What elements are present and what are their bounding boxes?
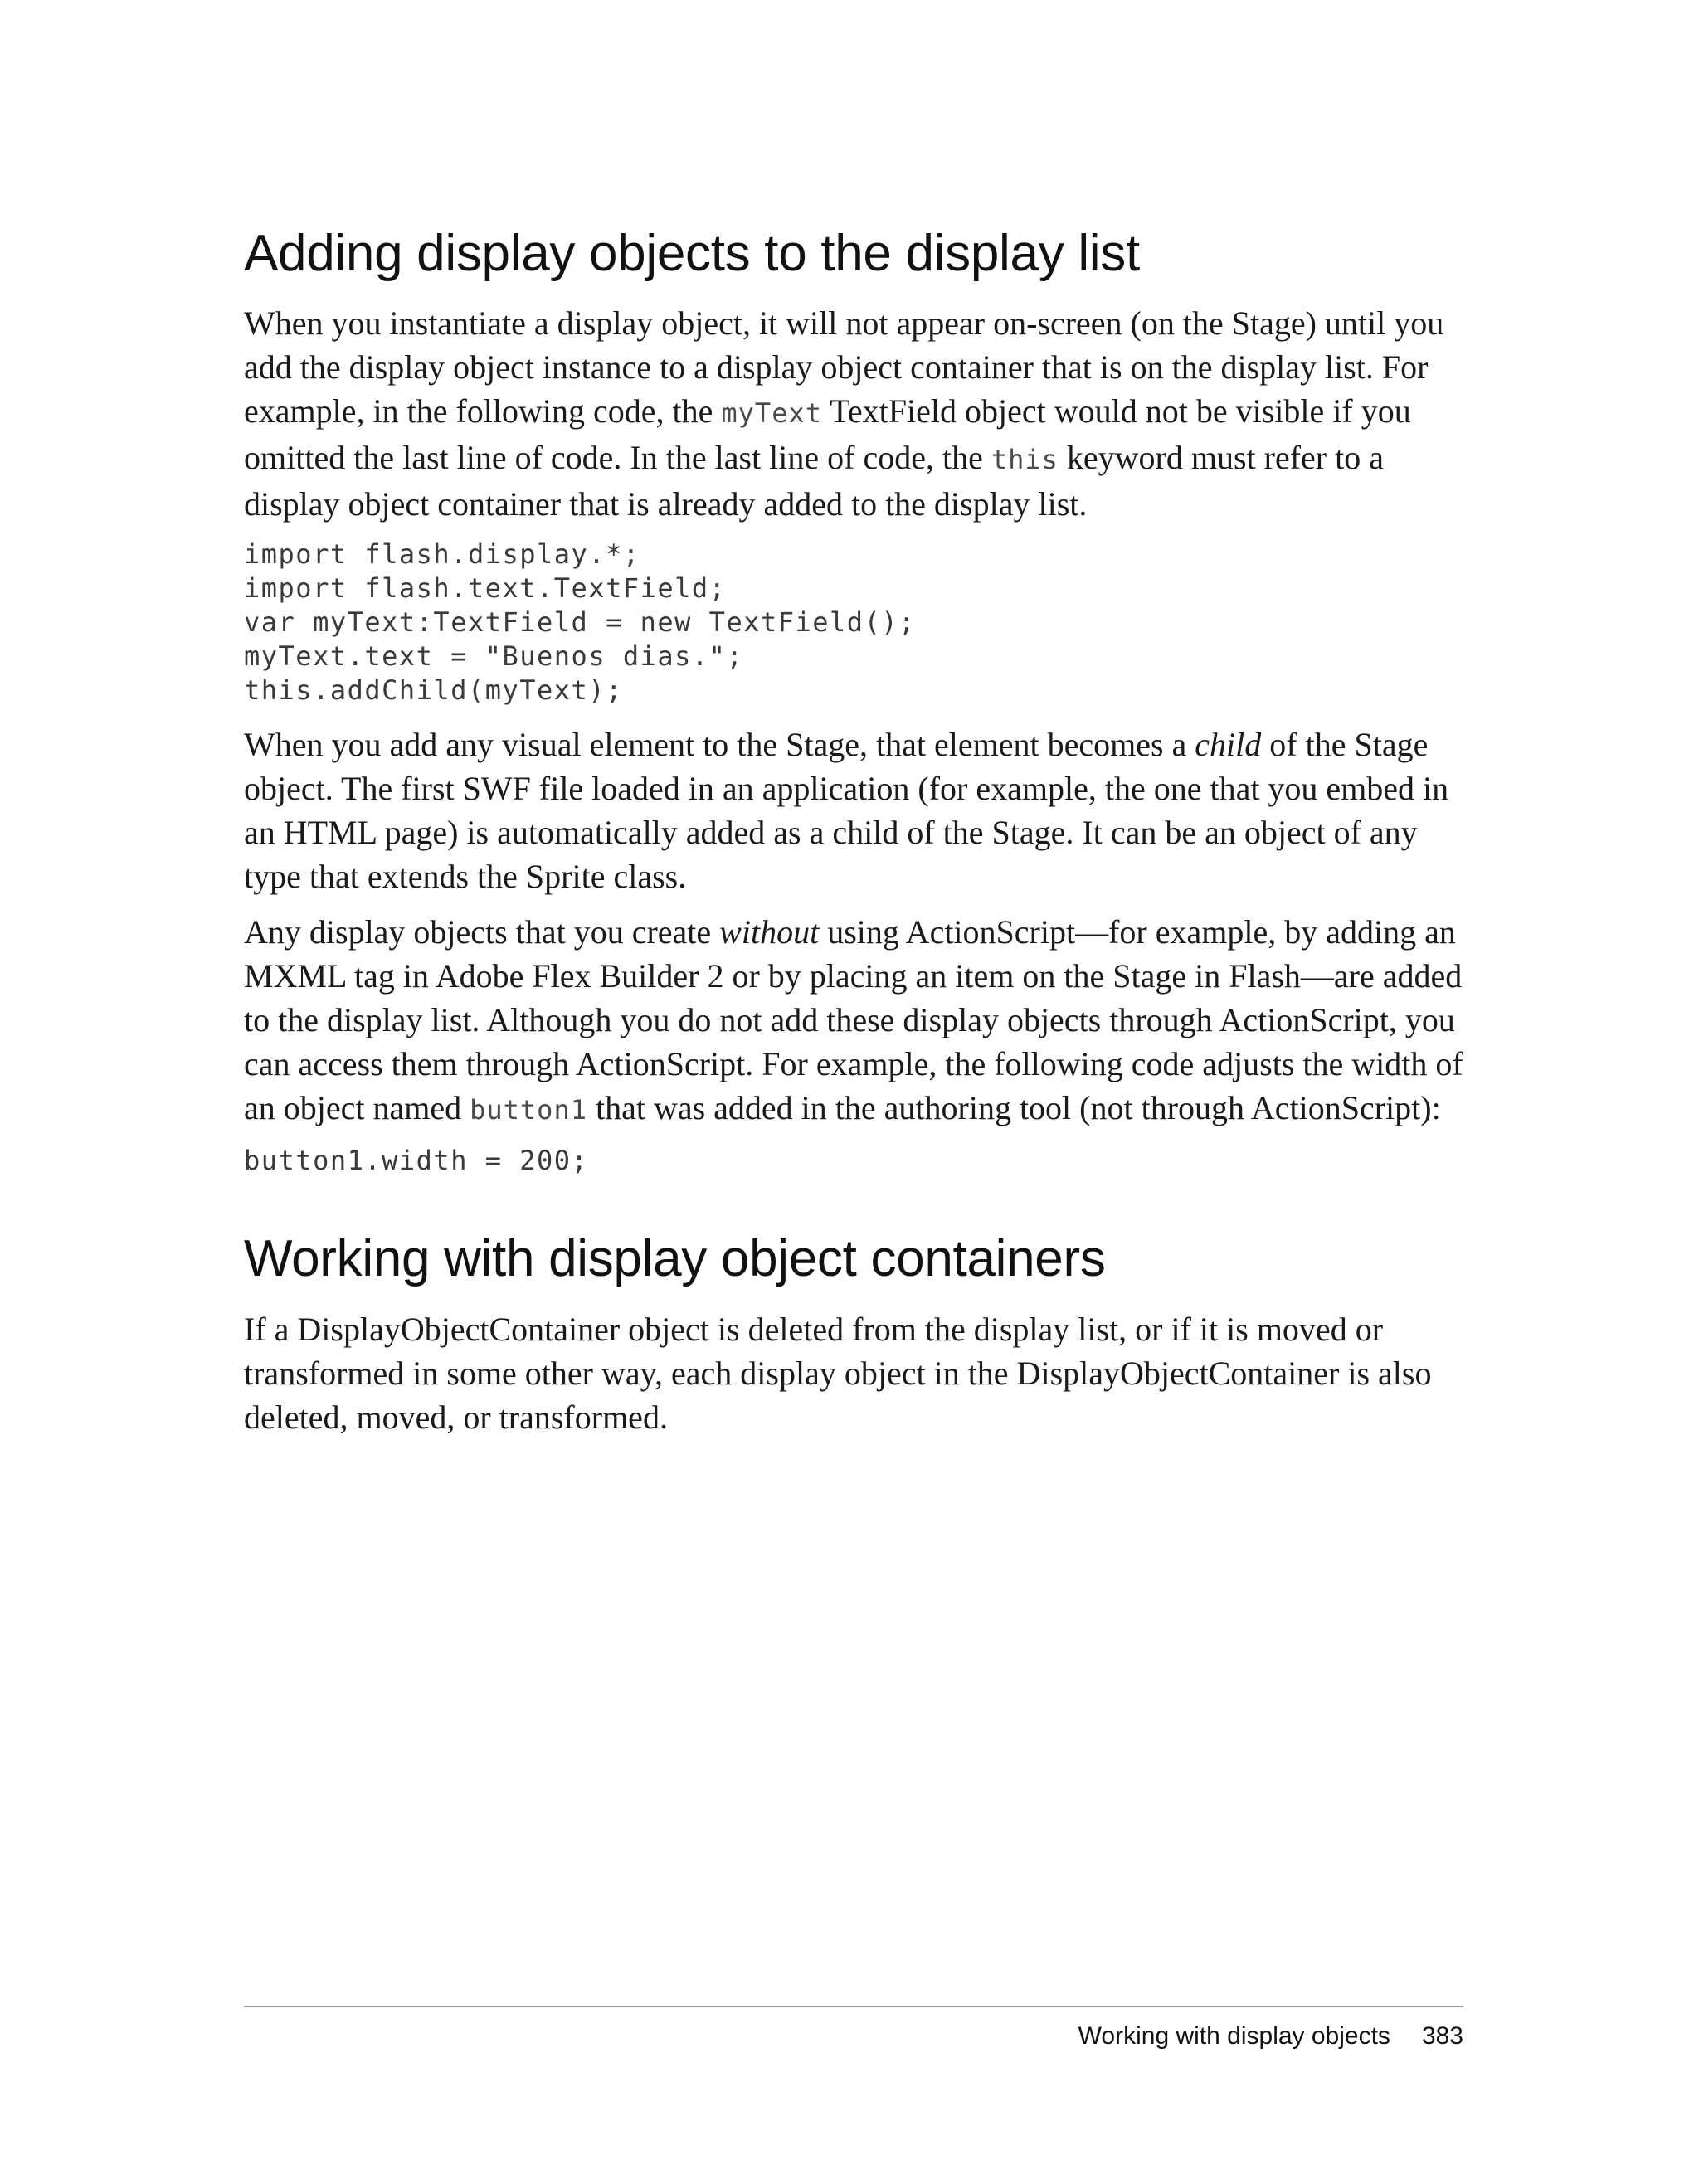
text-span: keyword must refer to a display object container that is already added to the display list. — [244, 439, 1384, 523]
inline-code-mytext: myText — [721, 397, 822, 430]
page-number: 383 — [1421, 2022, 1463, 2050]
code-line: button1.width = 200; — [244, 1145, 589, 1177]
paragraph-instantiate-display-object — [244, 301, 1463, 526]
section-heading-display-object-containers: Working with display object containers — [244, 1230, 1106, 1288]
code-block-textfield-example — [244, 537, 1463, 708]
emphasis-child: child — [1195, 726, 1262, 764]
inline-code-button1: button1 — [470, 1094, 587, 1126]
code-line: this.addChild(myText); — [244, 674, 623, 707]
text-span: of the Stage object. The first SWF file loaded in an application (for example, the one that you embed in an HTML page) is automatically added as a child of the Stage. It can be an object of any type that extends the Sprite class. — [244, 726, 1449, 896]
text-span: When you add any visual element to the Stage, that element becomes a — [244, 726, 1195, 764]
emphasis-without: without — [719, 913, 820, 951]
inline-code-this: this — [991, 444, 1059, 476]
page-footer — [244, 2006, 1463, 2050]
page-content — [244, 224, 1463, 1451]
code-line: var myText:TextField = new TextField(); — [244, 606, 916, 639]
text-span: When you instantiate a display object, it will not appear on-screen (on the Stage) until you add the display object instance to a display object container that is on the display list. For example, in the following code, the — [244, 304, 1444, 430]
text-span: using ActionScript—for example, by adding an MXML tag in Adobe Flex Builder 2 or by placing an item on the Stage in Flash—are added to the display list. Although you do not add these display objects through ActionScript, you can access them through ActionScript. For example, the following code adjusts the width of an object named — [244, 913, 1463, 1127]
text-span: TextField object would not be visible if you omitted the last line of code. In the last line of code, the — [244, 392, 1411, 477]
footer-chapter-title: Working with display objects — [1078, 2022, 1390, 2050]
paragraph-without-actionscript — [244, 910, 1463, 1132]
section-heading-adding-display-objects: Adding display objects to the display list — [244, 225, 1140, 282]
footer-divider — [244, 2006, 1463, 2007]
code-line: myText.text = "Buenos dias."; — [244, 640, 744, 673]
code-line: import flash.text.TextField; — [244, 572, 727, 605]
paragraph-displayobjectcontainer: If a DisplayObjectContainer object is deleted from the display list, or if it is moved or transformed in some other way, each display object in the DisplayObjectContainer is also deleted, moved, or transformed. — [244, 1310, 1432, 1436]
code-block-button-width — [244, 1144, 1463, 1178]
footer-text — [244, 2022, 1463, 2050]
text-span: that was added in the authoring tool (not through ActionScript): — [587, 1089, 1441, 1127]
code-line: import flash.display.*; — [244, 538, 640, 571]
text-span: Any display objects that you create — [244, 913, 720, 951]
paragraph-child-of-stage — [244, 722, 1463, 898]
